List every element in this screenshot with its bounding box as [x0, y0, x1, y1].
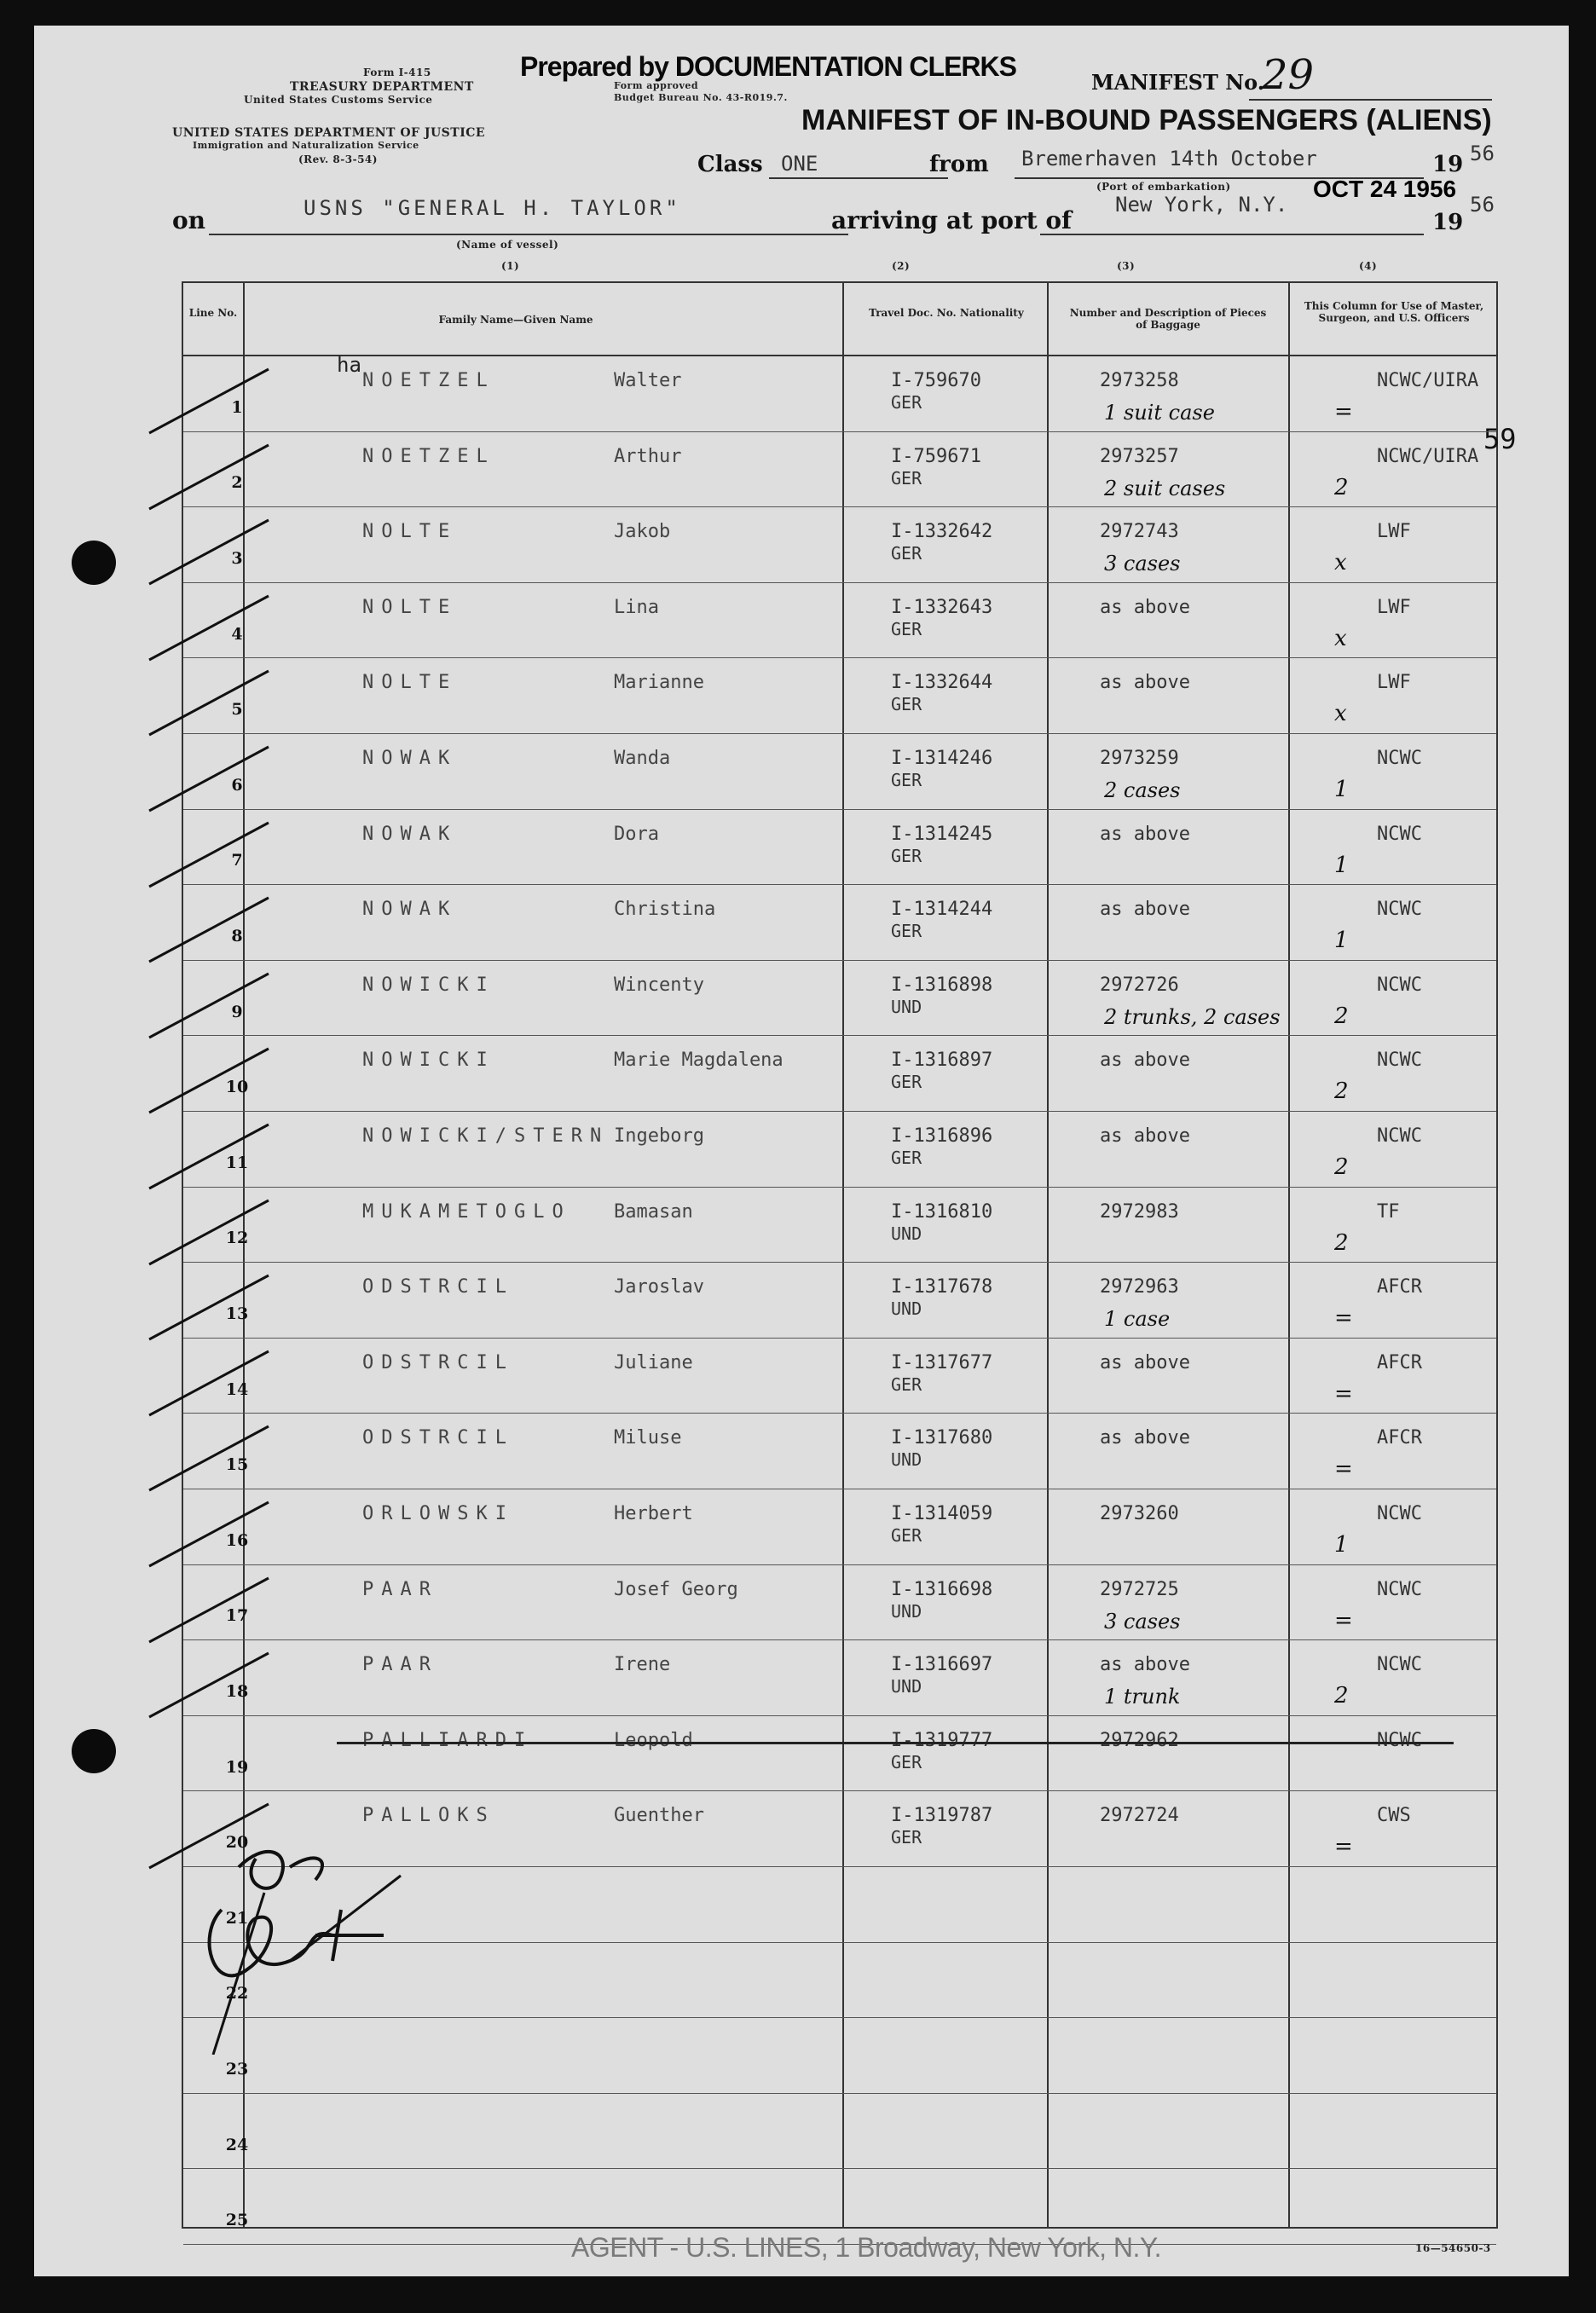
arriving-label: arriving at port of	[831, 206, 1073, 234]
nationality: GER	[891, 694, 922, 715]
form-number: Form I-415	[363, 66, 431, 78]
col-num-4: (4)	[1359, 260, 1378, 272]
check-mark	[141, 743, 277, 819]
family-name: PAAR	[362, 1578, 438, 1600]
year-value-2: 56	[1470, 193, 1495, 217]
given-name: Bamasan	[614, 1200, 693, 1223]
line-number: 3	[231, 548, 243, 568]
year-prefix-2: 19	[1432, 210, 1464, 235]
line-number: 20	[225, 1833, 249, 1853]
form-code: 16—54650-3	[1415, 2242, 1491, 2254]
given-name: Josef Georg	[614, 1578, 738, 1600]
travel-doc-number: I-1316897	[891, 1050, 993, 1072]
family-name: ORLOWSKI	[362, 1503, 514, 1524]
check-mark	[141, 516, 277, 593]
line-number: 4	[231, 624, 243, 644]
travel-doc-number: I-759671	[891, 445, 981, 467]
given-name: Leopold	[614, 1729, 693, 1751]
officer-mark: 2	[1334, 474, 1349, 500]
officer-agency: AFCR	[1377, 1427, 1422, 1449]
line-number: 15	[225, 1455, 249, 1475]
officer-mark: 2	[1334, 1229, 1349, 1256]
documentation-stamp: Prepared by DOCUMENTATION CLERKS	[520, 51, 1016, 82]
dept-treasury-sub: United States Customs Service	[244, 94, 433, 106]
officer-agency: NCWC	[1377, 899, 1422, 921]
travel-doc-number: I-1316698	[891, 1578, 993, 1600]
table-row	[183, 961, 1496, 1036]
line-number: 12	[225, 1229, 249, 1248]
officer-agency: NCWC	[1377, 1654, 1422, 1676]
nationality: GER	[891, 1148, 922, 1168]
table-row	[183, 1188, 1496, 1263]
from-value: Bremerhaven 14th October	[1021, 147, 1317, 171]
nationality: GER	[891, 392, 922, 413]
check-mark	[141, 1271, 277, 1348]
baggage-number: as above	[1100, 596, 1190, 618]
family-name: NOWICKI	[362, 974, 495, 996]
class-label: Class	[697, 152, 763, 177]
officer-mark: 2	[1334, 1683, 1349, 1709]
officer-agency: NCWC	[1377, 1729, 1422, 1751]
travel-doc-number: I-1314244	[891, 899, 993, 921]
nationality: GER	[891, 1751, 922, 1772]
manifest-sheet	[34, 26, 1569, 2276]
line-number: 13	[225, 1304, 249, 1323]
officer-mark: =	[1334, 1305, 1353, 1332]
nationality: GER	[891, 543, 922, 564]
line-number: 16	[225, 1530, 249, 1550]
family-name: NOETZEL	[362, 370, 495, 391]
page-count: 59	[1483, 423, 1517, 455]
officer-mark: x	[1334, 550, 1347, 576]
travel-doc-number: I-1316697	[891, 1654, 993, 1676]
manifest-no-label: MANIFEST No.	[1091, 70, 1265, 95]
line-number: 23	[225, 2059, 249, 2079]
given-name: Juliane	[614, 1351, 693, 1373]
officer-mark: =	[1334, 1380, 1353, 1407]
line-number: 5	[231, 700, 243, 720]
check-mark	[141, 1196, 277, 1273]
nationality: UND	[891, 996, 922, 1017]
baggage-number: 2972725	[1100, 1578, 1179, 1600]
officer-mark: 1	[1334, 852, 1349, 878]
dept-justice: UNITED STATES DEPARTMENT OF JUSTICE	[172, 126, 486, 140]
baggage-number: 2972983	[1100, 1200, 1179, 1223]
line-number: 21	[225, 1908, 249, 1928]
baggage-number: as above	[1100, 1351, 1190, 1373]
manifest-no-value: 29	[1262, 51, 1315, 99]
col-header-officers: This Column for Use of Master, Surgeon, and U.S. Officers	[1304, 300, 1484, 324]
line-number: 9	[231, 1002, 243, 1021]
officer-agency: NCWC/UIRA	[1377, 445, 1479, 467]
baggage-description: 2 trunks, 2 cases	[1104, 1004, 1281, 1029]
given-name: Marie Magdalena	[614, 1050, 784, 1072]
strikethrough-line	[337, 1742, 1454, 1744]
nationality: GER	[891, 921, 922, 942]
baggage-number: 2972724	[1100, 1805, 1179, 1827]
table-row	[183, 583, 1496, 658]
officer-mark: x	[1334, 625, 1347, 651]
family-name: PAAR	[362, 1654, 438, 1676]
class-value: ONE	[781, 152, 818, 176]
inspector-signature	[188, 1833, 460, 2055]
budget-bureau: Budget Bureau No. 43-R019.7.	[614, 92, 788, 103]
table-row	[183, 356, 1496, 431]
check-mark	[141, 818, 277, 895]
officer-agency: CWS	[1377, 1805, 1411, 1827]
family-name: PALLOKS	[362, 1805, 495, 1827]
family-name: NOWICKI	[362, 1050, 495, 1072]
given-name: Wincenty	[614, 974, 704, 996]
nationality: GER	[891, 845, 922, 866]
table-row	[183, 658, 1496, 733]
officer-mark: =	[1334, 1456, 1353, 1483]
check-mark	[141, 1347, 277, 1424]
table-row	[183, 1640, 1496, 1715]
travel-doc-number: I-1314246	[891, 748, 993, 769]
officer-agency: NCWC/UIRA	[1377, 370, 1479, 391]
baggage-number: 2973259	[1100, 748, 1179, 769]
given-name: Jaroslav	[614, 1276, 704, 1298]
officer-agency: NCWC	[1377, 1578, 1422, 1600]
col-num-3: (3)	[1117, 260, 1136, 272]
travel-doc-number: I-1316810	[891, 1200, 993, 1223]
nationality: UND	[891, 1676, 922, 1697]
officer-mark: =	[1334, 399, 1353, 425]
table-row	[183, 1414, 1496, 1489]
check-mark	[141, 365, 277, 442]
form-approved: Form approved	[614, 80, 699, 91]
travel-doc-number: I-1332642	[891, 521, 993, 543]
given-name: Marianne	[614, 672, 704, 694]
given-name: Wanda	[614, 748, 671, 769]
travel-doc-number: I-1316898	[891, 974, 993, 996]
year-prefix-1: 19	[1432, 152, 1464, 177]
travel-doc-number: I-1314059	[891, 1503, 993, 1524]
baggage-number: 2973257	[1100, 445, 1179, 467]
officer-mark: 2	[1334, 1154, 1349, 1180]
officer-agency: TF	[1377, 1200, 1400, 1223]
line-number: 2	[231, 473, 243, 493]
officer-mark: x	[1334, 701, 1347, 727]
line-number: 17	[225, 1606, 249, 1626]
vessel-caption: (Name of vessel)	[456, 239, 559, 251]
check-mark	[141, 441, 277, 518]
check-mark	[141, 1649, 277, 1726]
nationality: GER	[891, 770, 922, 790]
baggage-number: as above	[1100, 1050, 1190, 1072]
officer-mark: 1	[1334, 1532, 1349, 1558]
line-number: 18	[225, 1681, 249, 1701]
family-name: NOLTE	[362, 672, 458, 694]
baggage-number: 2973258	[1100, 370, 1179, 391]
nationality: GER	[891, 1373, 922, 1395]
col-num-2: (2)	[892, 260, 911, 272]
family-name: PALLIARDI	[362, 1729, 534, 1751]
family-name: ODSTRCIL	[362, 1351, 514, 1373]
travel-doc-number: I-1332643	[891, 596, 993, 618]
year-value-1: 56	[1470, 142, 1495, 165]
table-row	[183, 507, 1496, 582]
family-name: NOWAK	[362, 823, 458, 845]
baggage-number: as above	[1100, 1125, 1190, 1147]
officer-mark: 2	[1334, 1003, 1349, 1029]
nationality: GER	[891, 1827, 922, 1848]
travel-doc-number: I-1332644	[891, 672, 993, 694]
officer-agency: NCWC	[1377, 1050, 1422, 1072]
baggage-number: 2972743	[1100, 521, 1179, 543]
table-row	[183, 2094, 1496, 2169]
line-number: 22	[225, 1984, 249, 2004]
check-mark	[141, 592, 277, 668]
baggage-number: 2972963	[1100, 1276, 1179, 1298]
officer-mark: 1	[1334, 777, 1349, 802]
table-row	[183, 1036, 1496, 1111]
given-name: Miluse	[614, 1427, 682, 1449]
nationality: GER	[891, 467, 922, 489]
check-mark	[141, 667, 277, 743]
officer-agency: LWF	[1377, 672, 1411, 694]
table-row	[183, 1489, 1496, 1564]
given-name: Arthur	[614, 445, 682, 467]
nationality: UND	[891, 1298, 922, 1320]
nationality: GER	[891, 1525, 922, 1546]
given-name: Herbert	[614, 1503, 693, 1524]
nationality: UND	[891, 1600, 922, 1622]
manifest-no-line	[1249, 99, 1492, 101]
line-number: 1	[231, 397, 243, 417]
baggage-description: 1 case	[1104, 1307, 1171, 1332]
table-row	[183, 1339, 1496, 1414]
line-number: 7	[231, 851, 243, 870]
travel-doc-number: I-1314245	[891, 823, 993, 845]
family-name: NOWAK	[362, 899, 458, 921]
officer-mark: 1	[1334, 928, 1349, 954]
check-mark	[141, 893, 277, 970]
arrival-port: New York, N.Y.	[1115, 193, 1288, 217]
col-header-line-no: Line No.	[188, 307, 238, 319]
family-name: MUKAMETOGLO	[362, 1200, 571, 1223]
table-row	[183, 1112, 1496, 1187]
baggage-description: 1 suit case	[1104, 401, 1215, 425]
officer-agency: NCWC	[1377, 748, 1422, 769]
check-mark	[141, 969, 277, 1046]
given-name: Walter	[614, 370, 682, 391]
dept-justice-sub: Immigration and Naturalization Service	[193, 140, 419, 151]
table-row	[183, 432, 1496, 507]
baggage-number: 2973260	[1100, 1503, 1179, 1524]
officer-agency: NCWC	[1377, 1125, 1422, 1147]
officer-agency: NCWC	[1377, 974, 1422, 996]
date-stamp: OCT 24 1956	[1313, 176, 1457, 202]
col-header-travel: Travel Doc. No. Nationality	[869, 307, 1024, 319]
baggage-description: 1 trunk	[1104, 1685, 1181, 1709]
baggage-number: as above	[1100, 899, 1190, 921]
table-row	[183, 885, 1496, 960]
officer-agency: NCWC	[1377, 823, 1422, 845]
table-row	[183, 810, 1496, 885]
family-name: NOWAK	[362, 748, 458, 769]
officer-agency: NCWC	[1377, 1503, 1422, 1524]
table-row	[183, 734, 1496, 809]
baggage-description: 3 cases	[1104, 1609, 1181, 1634]
family-name: NOLTE	[362, 521, 458, 543]
check-mark	[141, 1422, 277, 1499]
dept-treasury: TREASURY DEPARTMENT	[290, 80, 474, 94]
given-name: Jakob	[614, 521, 671, 543]
travel-doc-number: I-1319787	[891, 1805, 993, 1827]
nationality: GER	[891, 1072, 922, 1093]
travel-doc-number: I-1317680	[891, 1427, 993, 1449]
baggage-description: 3 cases	[1104, 552, 1181, 576]
baggage-description: 2 suit cases	[1104, 476, 1226, 500]
baggage-number: as above	[1100, 1427, 1190, 1449]
check-mark	[141, 1044, 277, 1121]
officer-agency: AFCR	[1377, 1276, 1422, 1298]
baggage-number: 2972962	[1100, 1729, 1179, 1751]
officer-agency: LWF	[1377, 596, 1411, 618]
baggage-number: as above	[1100, 672, 1190, 694]
line-number: 11	[225, 1153, 249, 1172]
family-name: ODSTRCIL	[362, 1276, 514, 1298]
table-row	[183, 1263, 1496, 1338]
given-name: Irene	[614, 1654, 671, 1676]
col-header-name: Family Name—Given Name	[438, 314, 593, 326]
col-num-1: (1)	[501, 260, 520, 272]
line-number: 10	[225, 1078, 249, 1097]
check-mark	[141, 1120, 277, 1197]
baggage-number: as above	[1100, 823, 1190, 845]
family-name: ODSTRCIL	[362, 1427, 514, 1449]
baggage-number: 2972726	[1100, 974, 1179, 996]
given-name: Christina	[614, 899, 716, 921]
given-name: Ingeborg	[614, 1125, 704, 1147]
check-mark	[141, 1574, 277, 1651]
officer-mark: 2	[1334, 1078, 1349, 1105]
given-name: Lina	[614, 596, 659, 618]
officer-agency: LWF	[1377, 521, 1411, 543]
table-row	[183, 1565, 1496, 1640]
nationality: UND	[891, 1223, 922, 1244]
given-name: Guenther	[614, 1805, 704, 1827]
line-number: 14	[225, 1379, 249, 1399]
check-mark	[141, 1498, 277, 1575]
travel-doc-number: I-1316896	[891, 1125, 993, 1147]
line-number: 6	[231, 775, 243, 795]
vessel-name: USNS "GENERAL H. TAYLOR"	[304, 196, 681, 220]
line-number: 8	[231, 926, 243, 945]
officer-mark: =	[1334, 1834, 1353, 1860]
punch-hole-top	[72, 541, 116, 585]
col-header-baggage: Number and Description of Pieces of Baggage	[1069, 307, 1267, 331]
officer-agency: AFCR	[1377, 1351, 1422, 1373]
baggage-number: as above	[1100, 1654, 1190, 1676]
family-name: NOETZEL	[362, 445, 495, 467]
travel-doc-number: I-759670	[891, 370, 981, 391]
line-number: 24	[225, 2135, 249, 2154]
table-row	[183, 1716, 1496, 1791]
revision: (Rev. 8-3-54)	[298, 153, 378, 165]
officer-mark: =	[1334, 1607, 1353, 1634]
nationality: UND	[891, 1449, 922, 1471]
nationality: GER	[891, 618, 922, 639]
port-embarkation-caption: (Port of embarkation)	[1096, 181, 1231, 193]
on-label: on	[172, 206, 206, 234]
travel-doc-number: I-1317678	[891, 1276, 993, 1298]
agent-footer: AGENT - U.S. LINES, 1 Broadway, New York, N.Y.	[571, 2232, 1161, 2263]
line-number: 25	[225, 2211, 249, 2230]
punch-hole-bottom	[72, 1729, 116, 1773]
line-number: 19	[225, 1757, 249, 1777]
family-name: NOWICKI/STERN	[362, 1125, 610, 1147]
travel-doc-number: I-1319777	[891, 1729, 993, 1751]
travel-doc-number: I-1317677	[891, 1351, 993, 1373]
given-name: Dora	[614, 823, 659, 845]
baggage-description: 2 cases	[1104, 778, 1181, 802]
annotation-ha: ha	[337, 353, 361, 377]
from-label: from	[929, 152, 989, 177]
family-name: NOLTE	[362, 596, 458, 618]
manifest-title: MANIFEST OF IN-BOUND PASSENGERS (ALIENS)	[801, 104, 1492, 136]
